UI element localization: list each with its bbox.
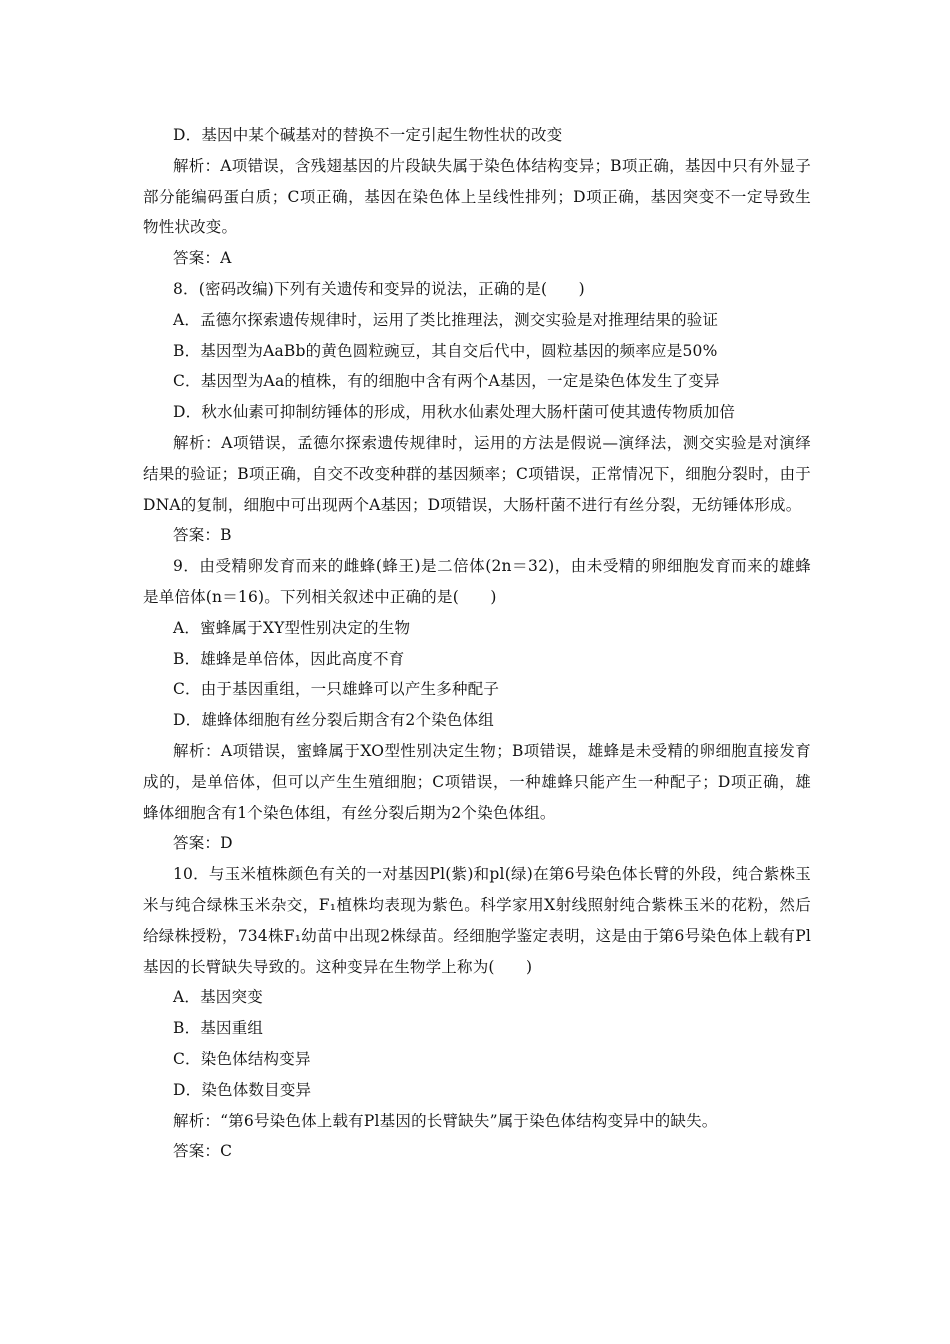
q10-option-d: D．染色体数目变异 [173,1080,312,1099]
q8-option-c: C．基因型为Aa的植株，有的细胞中含有两个A基因，一定是染色体发生了变异 [173,372,720,391]
q9-answer: 答案：D [173,834,233,853]
q10-option-b: B．基因重组 [173,1019,264,1038]
q8-stem: 8．(密码改编)下列有关遗传和变异的说法，正确的是( ) [173,279,585,298]
q9-stem: 9．由受精卵发育而来的雌蜂(蜂王)是二倍体(2n＝32)，由未受精的卵细胞发育而来的雄蜂是单倍体(n＝16)。下列相关叙述中正确的是( ) [143,557,811,606]
q8-option-b: B．基因型为AaBb的黄色圆粒豌豆，其自交后代中，圆粒基因的频率应是50% [173,341,718,360]
q7-option-d: D．基因中某个碱基对的替换不一定引起生物性状的改变 [173,126,563,144]
q10-option-c: C．染色体结构变异 [173,1049,311,1068]
q10-option-a: A．基因突变 [173,988,263,1007]
q8-option-d: D．秋水仙素可抑制纺锤体的形成，用秋水仙素处理大肠杆菌可使其遗传物质加倍 [173,403,736,422]
q9-option-d: D．雄蜂体细胞有丝分裂后期含有2个染色体组 [173,711,494,730]
q8-answer: 答案：B [173,526,232,545]
q9-analysis: 解析：A项错误，蜜蜂属于XO型性别决定生物；B项错误，雄蜂是未受精的卵细胞直接发育成的，是单倍体，但可以产生生殖细胞；C项错误，一种雄蜂只能产生一种配子；D项正确，雄蜂体细胞含有1个染色体组，有丝分裂后期为2个染色体组。 [143,741,811,822]
q7-analysis: 解析：A项错误，含残翅基因的片段缺失属于染色体结构变异；B项正确，基因中只有外显子部分能编码蛋白质；C项正确，基因在染色体上呈线性排列；D项正确，基因突变不一定导致生物性状改变。 [143,156,811,237]
q10-stem: 10．与玉米植株颜色有关的一对基因Pl(紫)和pl(绿)在第6号染色体长臂的外段，纯合紫株玉米与纯合绿株玉米杂交，F₁植株均表现为紫色。科学家用X射线照射纯合紫株玉米的花粉，然后给绿株授粉，734株F₁幼苗中出现2株绿苗。经细胞学鉴定表明，这是由于第6号染色体上载有Pl基因的长臂缺失导致的。这种变异在生物学上称为( ) [143,865,811,976]
q9-option-b: B．雄蜂是单倍体，因此高度不育 [173,649,405,668]
q9-option-a: A．蜜蜂属于XY型性别决定的生物 [173,618,411,637]
q10-analysis: 解析：“第6号染色体上载有Pl基因的长臂缺失”属于染色体结构变异中的缺失。 [173,1111,718,1130]
document-body [143,120,811,1167]
q7-answer: 答案：A [173,249,232,268]
q10-answer: 答案：C [173,1142,233,1161]
q8-option-a: A．孟德尔探索遗传规律时，运用了类比推理法，测交实验是对推理结果的验证 [173,310,719,329]
q9-option-c: C．由于基因重组，一只雄蜂可以产生多种配子 [173,680,500,699]
q8-analysis: 解析：A项错误，孟德尔探索遗传规律时，运用的方法是假说—演绎法，测交实验是对演绎结果的验证；B项正确，自交不改变种群的基因频率；C项错误，正常情况下，细胞分裂时，由于DNA的复制，细胞中可出现两个A基因；D项错误，大肠杆菌不进行有丝分裂，无纺锤体形成。 [143,433,811,514]
